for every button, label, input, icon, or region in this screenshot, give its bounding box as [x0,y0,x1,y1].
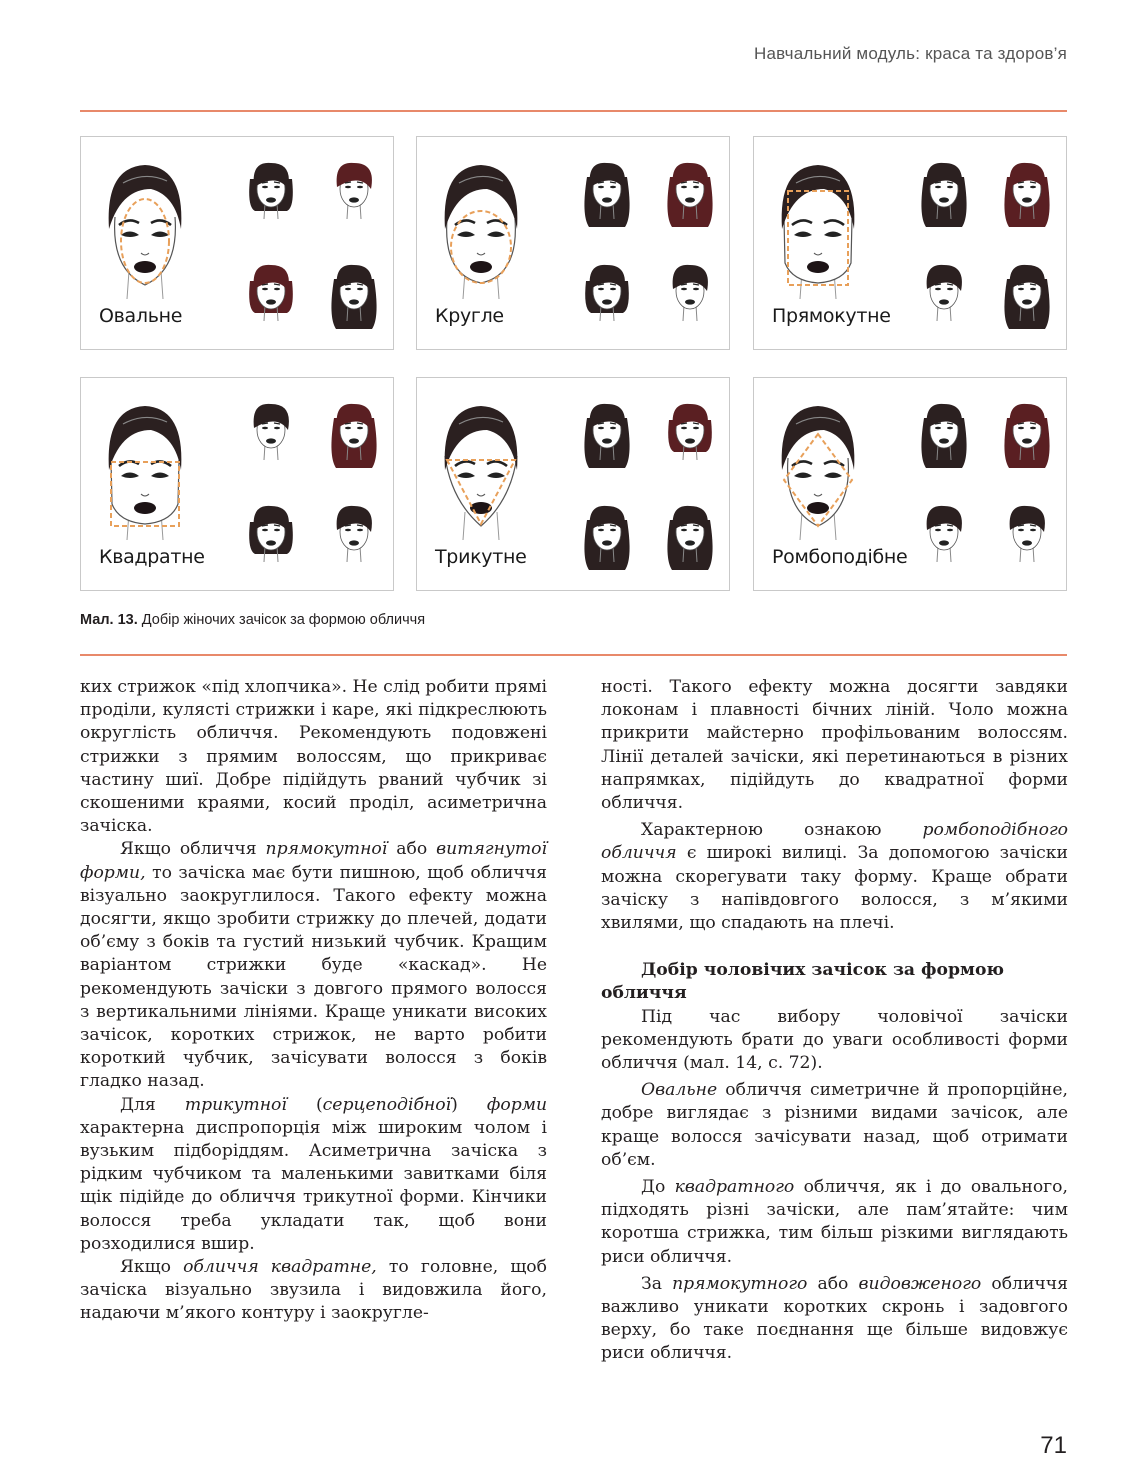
hairstyle-sample [585,265,629,321]
hairstyle-sample [921,163,966,227]
hairstyle-sample [1004,404,1049,468]
paragraph: Під час вибору чоловічої зачіски рекомендують брати до уваги особливості форми обличчя (мал. 14, с. 72). [601,1006,1068,1074]
face-panel-round [416,136,730,350]
hairstyle-sample [249,506,293,562]
main-face-drawing [109,406,182,540]
panel-label: Трикутне [435,546,527,568]
paragraph: Для трикутної (серцеподібної) форми характерна диспропорція між широким чолом і вузьким підборіддям. Асиметрична зачіска з рідким чубчиком та маленькими завитками біля щік підійде до обличчя трикутної форми. Кінчики волосся треба укладати так, щоб вони розходилися вшир. [80,1094,548,1254]
figure-caption [80,612,425,628]
main-face-drawing [782,165,855,299]
main-face-drawing [782,406,855,540]
hairstyle-sample [927,506,962,562]
paragraph: Якщо обличчя квадратне, то головне, щоб зачіска візуально звузила і видовжила його, надаючи м’якого контуру і заокругле- [80,1257,548,1324]
paragraph: ності. Такого ефекту можна досягти завдяки локонам і плавності бічних ліній. Чоло можна прикрити майстерно профільованим волоссям. Лінії деталей зачіски, які перетинаються в різних напрямках, підійдуть до квадратної форми обличчя. [601,677,1068,814]
face-panel-diamond [753,377,1067,591]
page-number: 71 [1040,1432,1067,1459]
paragraph: Характерною ознакою ромбоподібного обличчя є широкі вилиці. За допомогою зачіски можна скорегувати таку форму. Краще обрати зачіску з напівдовгого волосся, з м’якими хвилями, що спадають на плечі. [601,820,1068,934]
hairstyle-sample [584,506,629,570]
face-panel-rectangle [753,136,1067,350]
panel-label: Прямокутне [772,305,891,327]
section-heading: Добір чоловічих зачісок за формою обличчя [601,960,1005,1004]
panel-label: Кругле [435,305,504,327]
hairstyle-sample [337,163,372,219]
hairstyle-sample [667,163,712,227]
panel-label: Ромбоподібне [772,546,908,568]
hairstyle-sample [1004,163,1049,227]
hairstyle-sample [249,265,293,321]
hairstyle-sample [921,404,966,468]
hairstyle-sample [584,163,629,227]
left-column [80,676,547,1326]
paragraph: До квадратного обличчя, як і до овального, підходять різні зачіски, але пам’ятайте: чим коротша стрижка, тим більш різкими виглядають риси обличчя. [601,1177,1068,1267]
hairstyle-sample [331,265,376,329]
right-column [601,676,1068,1366]
hairstyle-sample [1010,506,1045,562]
hairstyle-sample [249,163,293,219]
hairstyle-sample [584,404,629,468]
hairstyle-sample [927,265,962,321]
caption-number: Мал. 13. [80,612,138,628]
hairstyle-sample [673,265,708,321]
face-panel-triangle [416,377,730,591]
main-face-drawing [445,406,518,540]
paragraph: За прямокутного або видовженого обличчя важливо уникати коротких скронь і задовгого верху, бо таке поєднання ще більше видовжує риси обличчя. [601,1273,1068,1364]
main-face-drawing [445,165,518,299]
paragraph: Овальне обличчя симетричне й пропорційне, добре виглядає з різними видами зачісок, але краще волосся зачісувати назад, щоб отримати об’єм. [601,1080,1068,1170]
hairstyle-sample [331,404,376,468]
header-rule [80,110,1067,112]
caption-text: Добір жіночих зачісок за формою обличчя [137,612,426,628]
running-header: Навчальний модуль: краса та здоров’я [754,44,1067,63]
face-panel-square [80,377,394,591]
paragraph: ких стрижок «під хлопчика». Не слід робити прямі проділи, кулясті стрижки і каре, які підкреслюють округлість обличчя. Рекомендують подовжені стрижки з прямим волоссям, що прикриває частину шиї. Добре підійдуть рваний чубчик зі скошеними краями, косий проділ, асиметрична зачіска. [80,677,547,837]
face-panel-oval [80,136,394,350]
main-face-drawing [109,165,182,299]
panel-label: Овальне [99,305,183,327]
hairstyle-sample [337,506,372,562]
hairstyle-sample [667,506,712,570]
hairstyle-sample [254,404,289,460]
paragraph: Якщо обличчя прямокутної або витягнутої форми, то зачіска має бути пишною, щоб обличчя візуально заокруглилося. Такого ефекту можна досягти, якщо зробити стрижку до плечей, додати об’єму з боків та густий низький чубчик. Кращим варіантом стрижки буде «каскад». Не рекомендують зачіски з довгого прямого волосся з вертикальними лініями. Краще уникати високих зачісок, коротких стрижок, не варто робити короткий чубчик, зачісувати волосся з боків гладко назад. [80,839,548,1092]
hairstyle-sample [668,404,712,460]
section-rule [80,654,1067,656]
panel-label: Квадратне [99,546,205,568]
hairstyle-sample [1004,265,1049,329]
